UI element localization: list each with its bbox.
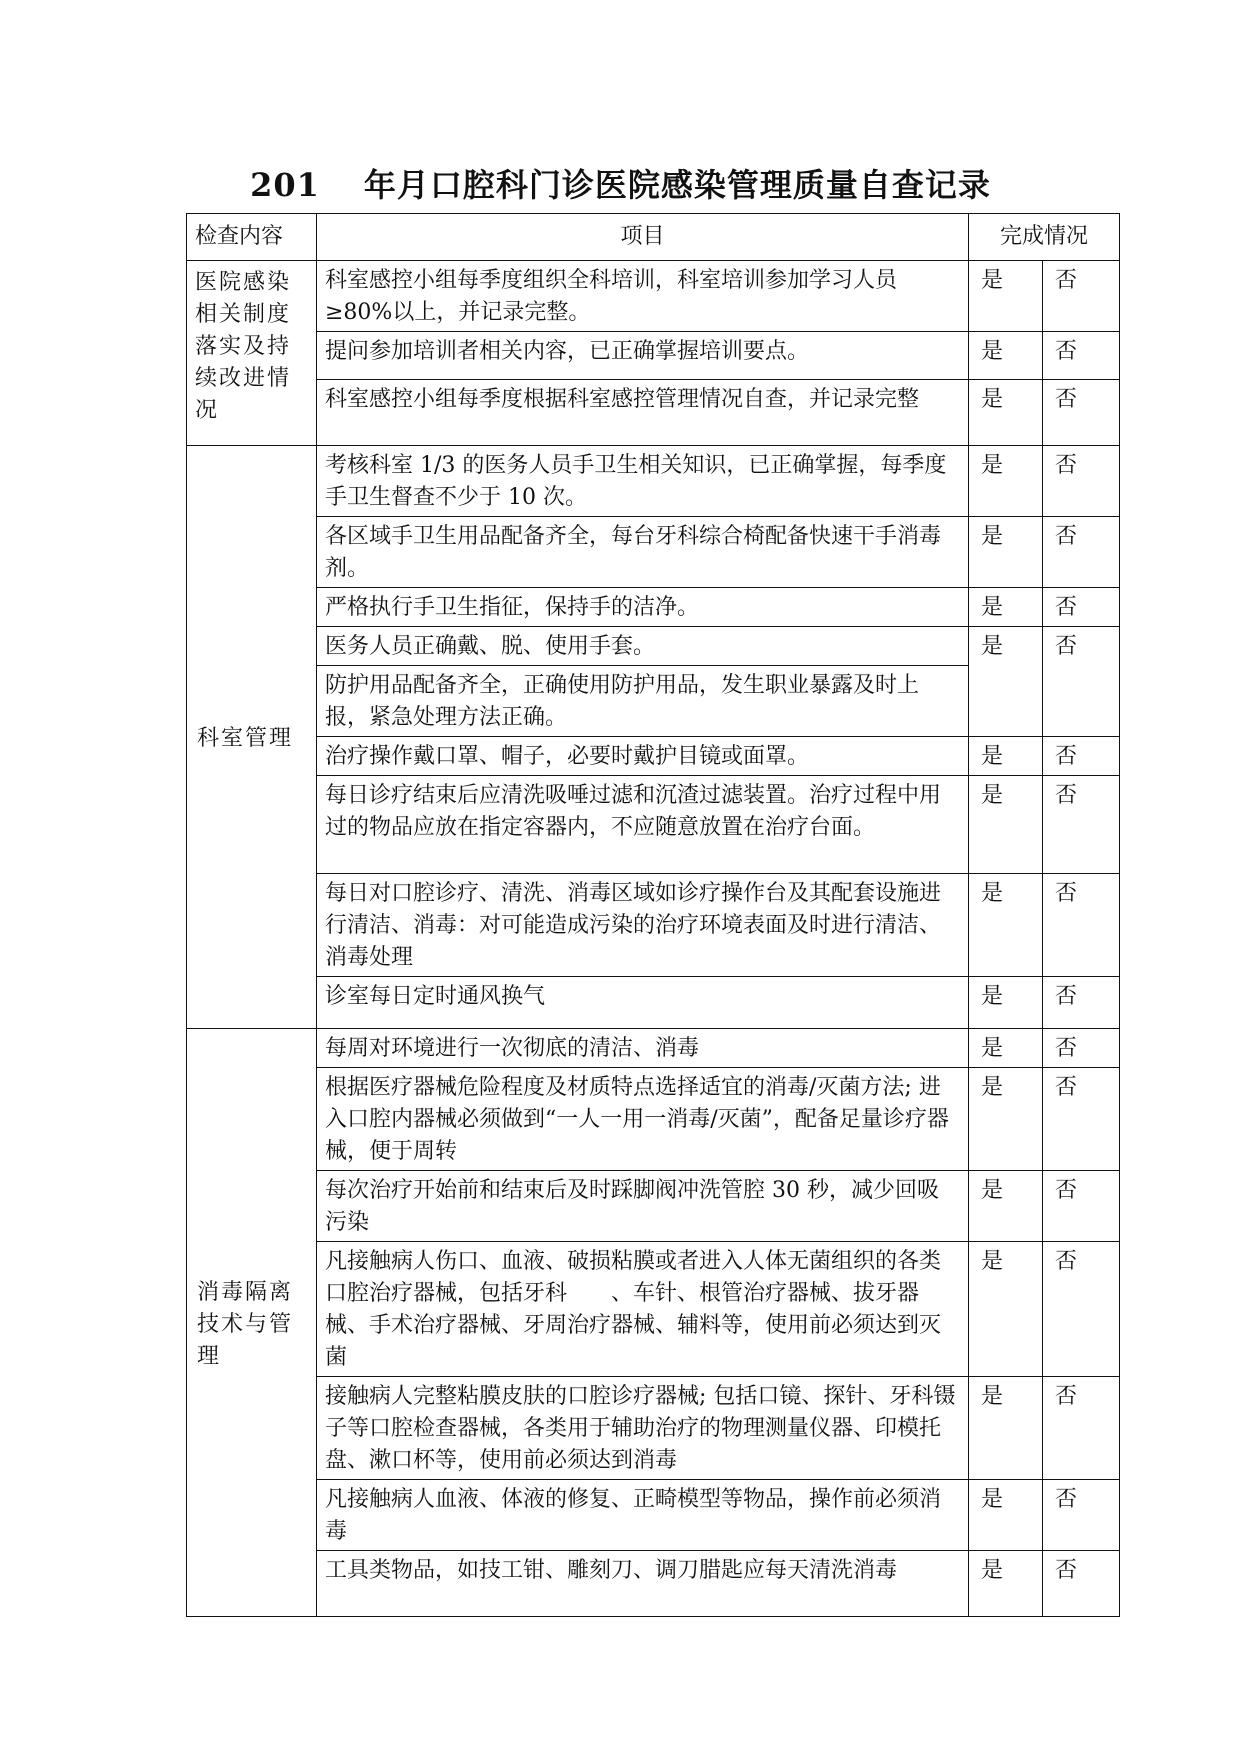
yes-cell[interactable]: 是 [969,261,1043,332]
yes-cell[interactable]: 是 [969,1242,1043,1377]
no-cell[interactable]: 否 [1043,1551,1120,1617]
table-row [187,1029,1120,1068]
table-row [187,1171,1120,1242]
header-status: 完成情况 [969,214,1120,261]
table-row [187,1377,1120,1480]
yes-cell[interactable]: 是 [969,1480,1043,1551]
table-row [187,332,1120,380]
table-row [187,737,1120,776]
table-row [187,517,1120,588]
table-row [187,1242,1120,1377]
no-cell[interactable]: 否 [1043,332,1120,380]
no-cell[interactable]: 否 [1043,1480,1120,1551]
no-cell[interactable]: 否 [1043,1171,1120,1242]
yes-cell[interactable]: 是 [969,1068,1043,1171]
table-row [187,776,1120,874]
no-cell[interactable]: 否 [1043,588,1120,627]
category-cell: 消毒隔离技术与管理 [187,1029,317,1617]
header-category: 检查内容 [187,214,317,261]
yes-cell[interactable]: 是 [969,588,1043,627]
no-cell[interactable]: 否 [1043,776,1120,874]
yes-cell[interactable]: 是 [969,380,1043,446]
table-row [187,977,1120,1029]
table-row [187,627,1120,666]
no-cell[interactable]: 否 [1043,627,1120,737]
item-text: 根据医疗器械危险程度及材质特点选择适宜的消毒/灭菌方法; 进入口腔内器械必须做到“一人一用一消毒/灭菌”，配备足量诊疗器械，便于周转 [317,1068,969,1171]
no-cell[interactable]: 否 [1043,1029,1120,1068]
category-cell: 医院感染相关制度落实及持续改进情况 [187,261,317,446]
no-cell[interactable]: 否 [1043,874,1120,977]
item-text: 考核科室 1/3 的医务人员手卫生相关知识，已正确掌握，每季度手卫生督查不少于 10 次。 [317,446,969,517]
item-text: 每日诊疗结束后应清洗吸唾过滤和沉渣过滤装置。治疗过程中用过的物品应放在指定容器内，不应随意放置在治疗台面。 [317,776,969,874]
yes-cell[interactable]: 是 [969,1029,1043,1068]
no-cell[interactable]: 否 [1043,261,1120,332]
title-text: 年月口腔科门诊医院感染管理质量自查记录 [363,166,991,204]
item-text: 提问参加培训者相关内容，已正确掌握培训要点。 [317,332,969,380]
item-text: 每日对口腔诊疗、清洗、消毒区域如诊疗操作台及其配套设施进行清洁、消毒：对可能造成污染的治疗环境表面及时进行清洁、消毒处理 [317,874,969,977]
page-title [0,160,1241,206]
no-cell[interactable]: 否 [1043,737,1120,776]
yes-cell[interactable]: 是 [969,1377,1043,1480]
item-text: 凡接触病人血液、体液的修复、正畸模型等物品，操作前必须消毒 [317,1480,969,1551]
inspection-table [186,213,1120,1617]
yes-cell[interactable]: 是 [969,332,1043,380]
table-row [187,874,1120,977]
yes-cell[interactable]: 是 [969,446,1043,517]
yes-cell[interactable]: 是 [969,627,1043,737]
table-row [187,380,1120,446]
no-cell[interactable]: 否 [1043,446,1120,517]
item-text: 每周对环境进行一次彻底的清洁、消毒 [317,1029,969,1068]
item-text: 诊室每日定时通风换气 [317,977,969,1029]
no-cell[interactable]: 否 [1043,977,1120,1029]
yes-cell[interactable]: 是 [969,1171,1043,1242]
no-cell[interactable]: 否 [1043,1377,1120,1480]
yes-cell[interactable]: 是 [969,977,1043,1029]
item-text: 治疗操作戴口罩、帽子，必要时戴护目镜或面罩。 [317,737,969,776]
item-text: 科室感控小组每季度根据科室感控管理情况自查，并记录完整 [317,380,969,446]
table-row [187,588,1120,627]
item-text: 工具类物品，如技工钳、雕刻刀、调刀腊匙应每天清洗消毒 [317,1551,969,1617]
table-row [187,261,1120,332]
category-cell: 科室管理 [187,446,317,1029]
table-row [187,1480,1120,1551]
table-row [187,1551,1120,1617]
no-cell[interactable]: 否 [1043,380,1120,446]
item-text: 接触病人完整粘膜皮肤的口腔诊疗器械; 包括口镜、探针、牙科镊子等口腔检查器械，各类用于辅助治疗的物理测量仪器、印模托盘、漱口杯等，使用前必须达到消毒 [317,1377,969,1480]
item-text: 严格执行手卫生指征，保持手的洁净。 [317,588,969,627]
yes-cell[interactable]: 是 [969,1551,1043,1617]
table-row [187,446,1120,517]
title-year: 201 [250,166,320,204]
yes-cell[interactable]: 是 [969,737,1043,776]
table-header-row [187,214,1120,261]
no-cell[interactable]: 否 [1043,517,1120,588]
item-text: 科室感控小组每季度组织全科培训，科室培训参加学习人员≥80%以上，并记录完整。 [317,261,969,332]
item-text: 凡接触病人伤口、血液、破损粘膜或者进入人体无菌组织的各类口腔治疗器械，包括牙科 、车针、根管治疗器械、拔牙器械、手术治疗器械、牙周治疗器械、辅料等，使用前必须达到灭菌 [317,1242,969,1377]
yes-cell[interactable]: 是 [969,874,1043,977]
item-text: 每次治疗开始前和结束后及时踩脚阀冲洗管腔 30 秒，减少回吸污染 [317,1171,969,1242]
header-item: 项目 [317,214,969,261]
item-text: 医务人员正确戴、脱、使用手套。 [317,627,969,666]
item-text: 防护用品配备齐全，正确使用防护用品，发生职业暴露及时上报，紧急处理方法正确。 [317,666,969,737]
no-cell[interactable]: 否 [1043,1068,1120,1171]
item-text: 各区域手卫生用品配备齐全，每台牙科综合椅配备快速干手消毒剂。 [317,517,969,588]
table-row [187,1068,1120,1171]
no-cell[interactable]: 否 [1043,1242,1120,1377]
yes-cell[interactable]: 是 [969,776,1043,874]
yes-cell[interactable]: 是 [969,517,1043,588]
